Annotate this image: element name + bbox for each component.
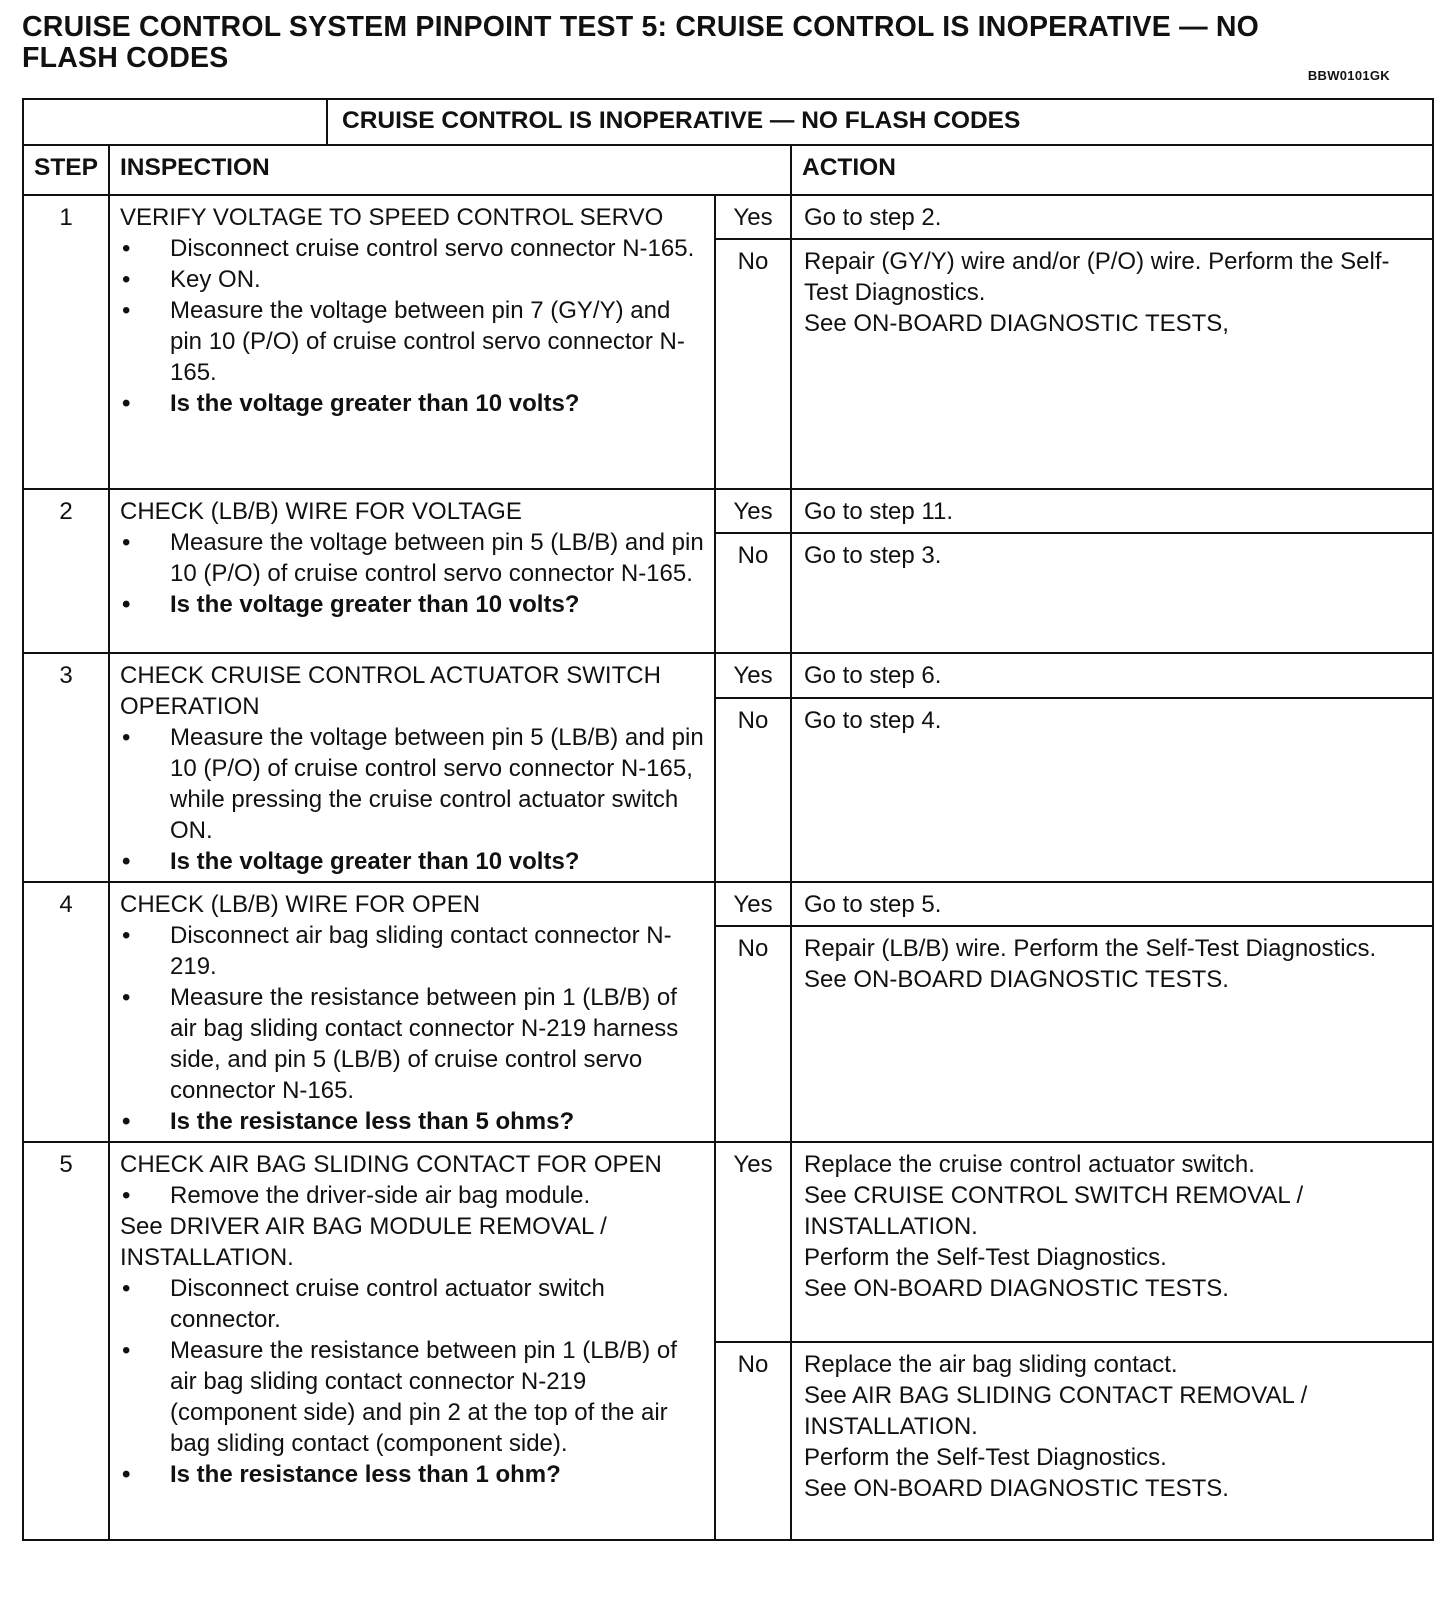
- inspection-bullet: • Disconnect air bag sliding contact connector N-219.: [120, 920, 706, 982]
- inspection-bullets: [120, 920, 706, 1137]
- step-number: 3: [23, 653, 109, 882]
- action-line: See CRUISE CONTROL SWITCH REMOVAL / INSTALLATION.: [804, 1182, 1304, 1240]
- step-number: 5: [23, 1142, 109, 1540]
- inspection-heading: CHECK CRUISE CONTROL ACTUATOR SWITCH OPERATION: [120, 662, 661, 720]
- inspection-heading: CHECK (LB/B) WIRE FOR VOLTAGE: [120, 498, 522, 525]
- inspection-bullet: • Key ON.: [120, 264, 706, 295]
- action-line: See ON-BOARD DIAGNOSTIC TESTS.: [804, 966, 1229, 994]
- inspection-question: • Is the voltage greater than 10 volts?: [120, 589, 706, 620]
- column-header-row: [23, 145, 1433, 195]
- action-line: Repair (GY/Y) wire and/or (P/O) wire. Perform the Self-Test Diagnostics.: [804, 248, 1390, 306]
- action-line: See ON-BOARD DIAGNOSTIC TESTS.: [804, 1275, 1229, 1302]
- inspection-bullets: [120, 1273, 706, 1490]
- table-title-blank-cell: [23, 99, 327, 145]
- action-line: See AIR BAG SLIDING CONTACT REMOVAL / INSTALLATION.: [804, 1382, 1308, 1440]
- action-line: Replace the air bag sliding contact.: [804, 1351, 1178, 1378]
- document-page: [22, 11, 1432, 1502]
- action-line: Replace the cruise control actuator switch.: [804, 1151, 1255, 1178]
- yes-label: Yes: [715, 653, 791, 698]
- document-header: [22, 12, 1432, 84]
- no-action: [791, 239, 1433, 489]
- yes-action: [791, 882, 1433, 926]
- yes-action: [791, 653, 1433, 698]
- action-line: Go to step 3.: [804, 542, 942, 569]
- action-line: Go to step 5.: [804, 891, 942, 918]
- no-label: No: [715, 926, 791, 1142]
- yes-label: Yes: [715, 1142, 791, 1342]
- column-header-step: STEP: [23, 145, 109, 195]
- no-action: [791, 698, 1433, 882]
- column-header-inspection: INSPECTION: [109, 145, 791, 195]
- inspection-bullet: • Measure the voltage between pin 7 (GY/Y) and pin 10 (P/O) of cruise control servo connector N-165.: [120, 295, 706, 388]
- table-title: CRUISE CONTROL IS INOPERATIVE — NO FLASH CODES: [327, 99, 1433, 145]
- action-line: Go to step 2.: [804, 204, 942, 231]
- no-label: No: [715, 533, 791, 653]
- yes-action: [791, 195, 1433, 239]
- no-label: No: [715, 698, 791, 882]
- yes-label: Yes: [715, 489, 791, 533]
- step-number: 1: [23, 195, 109, 489]
- inspection-heading: CHECK (LB/B) WIRE FOR OPEN: [120, 891, 481, 918]
- inspection-cell: [109, 489, 715, 653]
- no-label: No: [715, 1342, 791, 1540]
- inspection-heading: CHECK AIR BAG SLIDING CONTACT FOR OPEN: [120, 1151, 662, 1178]
- table-row: [23, 653, 1433, 698]
- action-line: Go to step 4.: [804, 706, 942, 734]
- document-code: BBW0101GK: [1307, 68, 1390, 83]
- no-action: [791, 533, 1433, 653]
- no-action: [791, 1342, 1433, 1540]
- no-label: No: [715, 239, 791, 489]
- yes-action: [791, 489, 1433, 533]
- table-row: [23, 489, 1433, 533]
- inspection-question: • Is the voltage greater than 10 volts?: [120, 846, 706, 877]
- yes-action: [791, 1142, 1433, 1342]
- inspection-cell: [109, 195, 715, 489]
- page-title-line-1: CRUISE CONTROL SYSTEM PINPOINT TEST 5: CRUISE CONTROL IS INOPERATIVE — NO: [22, 11, 1260, 43]
- inspection-cell: [109, 882, 715, 1142]
- step-number: 4: [23, 882, 109, 1142]
- action-line: Repair (LB/B) wire. Perform the Self-Test Diagnostics.: [804, 935, 1377, 963]
- inspection-bullet: • Disconnect cruise control actuator switch connector.: [120, 1273, 706, 1335]
- no-action: [791, 926, 1433, 1142]
- inspection-cell: [109, 1142, 715, 1540]
- column-header-action: ACTION: [791, 145, 1433, 195]
- yes-label: Yes: [715, 195, 791, 239]
- pinpoint-test-table: [22, 98, 1434, 1541]
- table-row: [23, 195, 1433, 239]
- action-line: Go to step 11.: [804, 498, 953, 525]
- inspection-see-reference: See DRIVER AIR BAG MODULE REMOVAL / INSTALLATION.: [120, 1213, 607, 1271]
- inspection-bullet: • Remove the driver-side air bag module.: [120, 1180, 706, 1211]
- action-line: Perform the Self-Test Diagnostics.: [804, 1244, 1167, 1271]
- inspection-bullets: [120, 1180, 706, 1211]
- action-line: Perform the Self-Test Diagnostics.: [804, 1444, 1167, 1471]
- table-row: [23, 1142, 1433, 1342]
- inspection-bullets: [120, 527, 706, 620]
- action-line: See ON-BOARD DIAGNOSTIC TESTS,: [804, 310, 1229, 337]
- table-row: [23, 882, 1433, 926]
- table-title-row: [23, 99, 1433, 145]
- inspection-heading: VERIFY VOLTAGE TO SPEED CONTROL SERVO: [120, 204, 664, 231]
- inspection-bullet: • Measure the resistance between pin 1 (LB/B) of air bag sliding contact connector N-219 harness side, and pin 5 (LB/B) of cruise control servo connector N-165.: [120, 982, 706, 1106]
- page-title: [22, 12, 1392, 74]
- inspection-cell: [109, 653, 715, 882]
- inspection-bullets: [120, 233, 706, 419]
- action-line: Go to step 6.: [804, 662, 942, 689]
- step-number: 2: [23, 489, 109, 653]
- action-line: See ON-BOARD DIAGNOSTIC TESTS.: [804, 1475, 1229, 1502]
- inspection-question: • Is the voltage greater than 10 volts?: [120, 388, 706, 419]
- inspection-bullet: • Measure the voltage between pin 5 (LB/B) and pin 10 (P/O) of cruise control servo connector N-165.: [120, 527, 706, 589]
- inspection-bullet: • Measure the resistance between pin 1 (LB/B) of air bag sliding contact connector N-219 (component side) and pin 2 at the top of the air bag sliding contact (component side).: [120, 1335, 706, 1459]
- yes-label: Yes: [715, 882, 791, 926]
- inspection-question: • Is the resistance less than 1 ohm?: [120, 1459, 706, 1490]
- inspection-bullet: • Measure the voltage between pin 5 (LB/B) and pin 10 (P/O) of cruise control servo connector N-165, while pressing the cruise control actuator switch ON.: [120, 722, 706, 846]
- inspection-bullet: • Disconnect cruise control servo connector N-165.: [120, 233, 706, 264]
- inspection-question: • Is the resistance less than 5 ohms?: [120, 1106, 706, 1137]
- page-title-line-2: FLASH CODES: [22, 42, 229, 74]
- inspection-bullets: [120, 722, 706, 877]
